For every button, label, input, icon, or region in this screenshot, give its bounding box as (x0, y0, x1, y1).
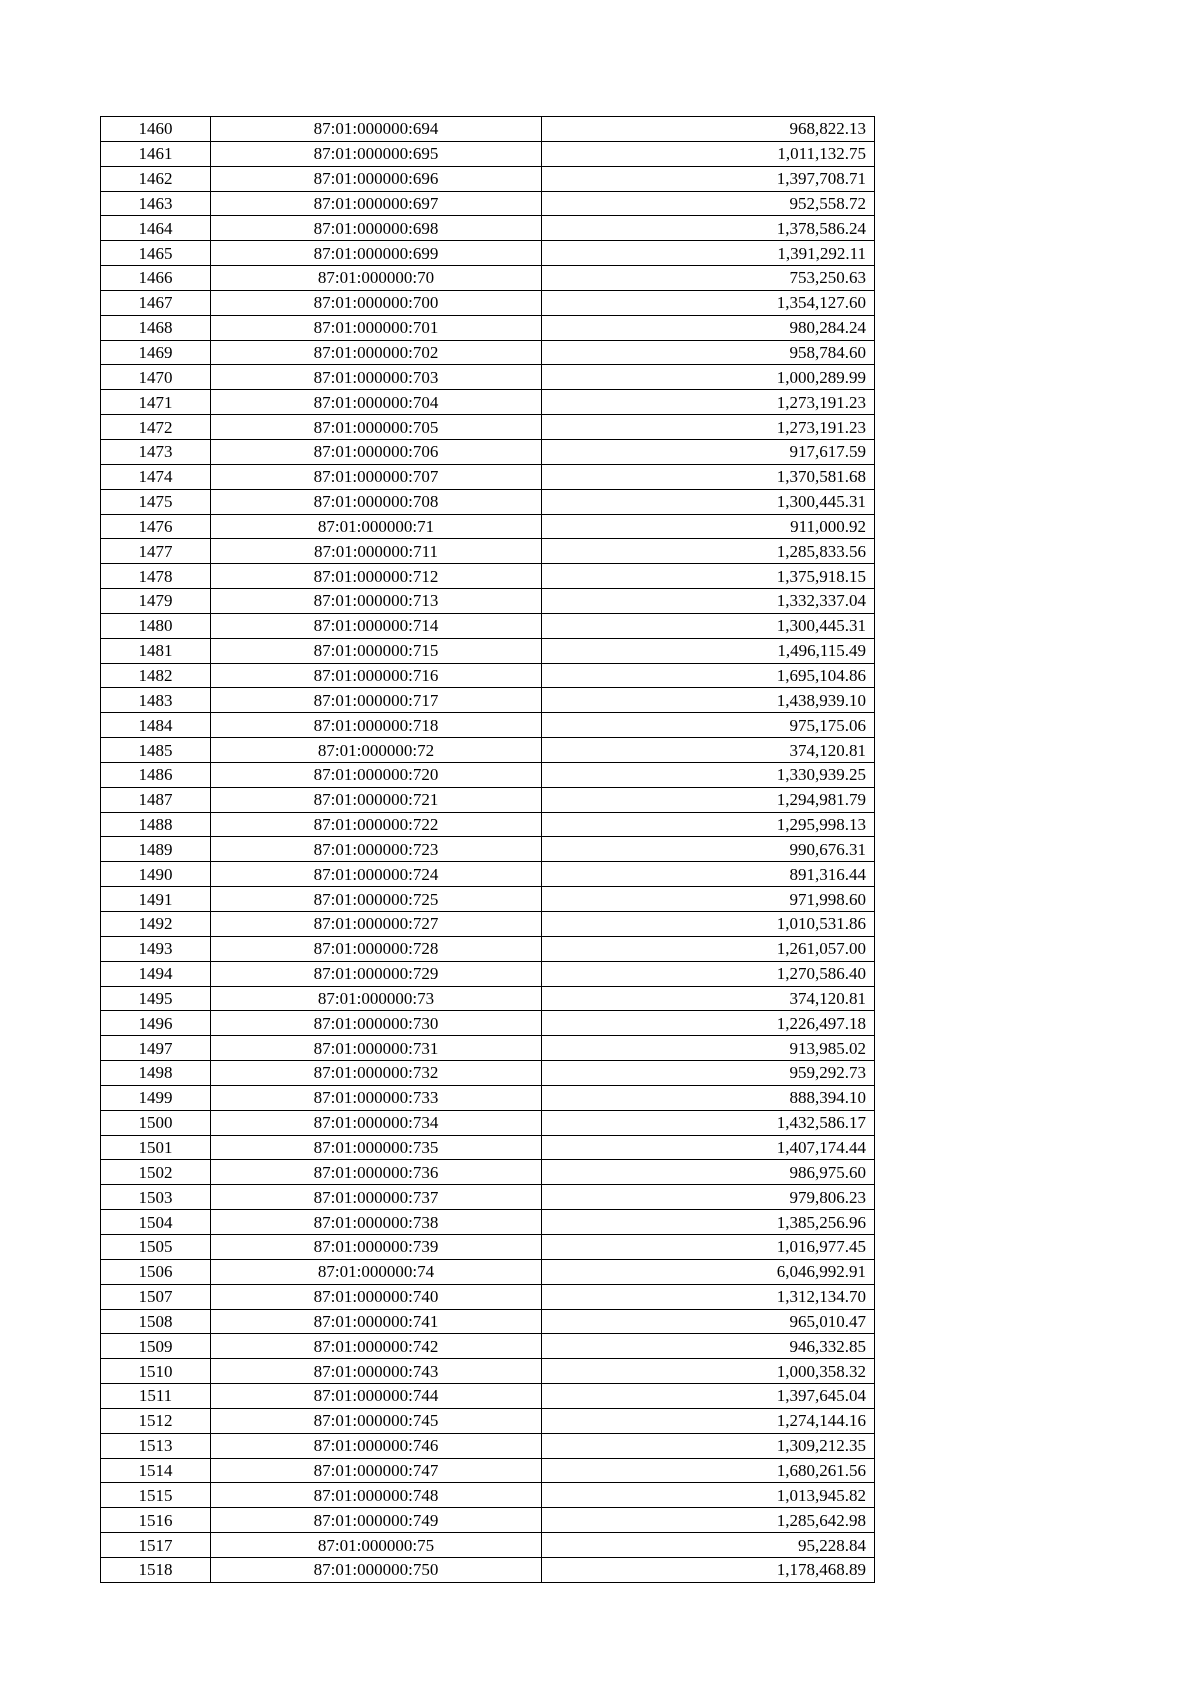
table-row (101, 1259, 875, 1284)
value-cell: 888,394.10 (542, 1085, 875, 1110)
row-number-cell: 1464 (101, 216, 211, 241)
row-number-cell: 1490 (101, 862, 211, 887)
value-cell: 1,432,586.17 (542, 1110, 875, 1135)
value-cell: 1,294,981.79 (542, 787, 875, 812)
cadastral-number-cell: 87:01:000000:735 (211, 1135, 542, 1160)
cadastral-number-cell: 87:01:000000:712 (211, 564, 542, 589)
cadastral-number-cell: 87:01:000000:746 (211, 1433, 542, 1458)
table-row (101, 117, 875, 142)
row-number-cell: 1483 (101, 688, 211, 713)
value-cell: 946,332.85 (542, 1334, 875, 1359)
value-cell: 986,975.60 (542, 1160, 875, 1185)
cadastral-number-cell: 87:01:000000:711 (211, 539, 542, 564)
row-number-cell: 1469 (101, 340, 211, 365)
table-row (101, 663, 875, 688)
row-number-cell: 1481 (101, 638, 211, 663)
row-number-cell: 1500 (101, 1110, 211, 1135)
table-row (101, 738, 875, 763)
cadastral-number-cell: 87:01:000000:738 (211, 1210, 542, 1235)
cadastral-number-cell: 87:01:000000:703 (211, 365, 542, 390)
row-number-cell: 1480 (101, 613, 211, 638)
cadastral-number-cell: 87:01:000000:740 (211, 1284, 542, 1309)
cadastral-number-cell: 87:01:000000:71 (211, 514, 542, 539)
row-number-cell: 1506 (101, 1259, 211, 1284)
value-cell: 1,375,918.15 (542, 564, 875, 589)
table-row (101, 315, 875, 340)
value-cell: 975,175.06 (542, 713, 875, 738)
table-row (101, 762, 875, 787)
row-number-cell: 1492 (101, 912, 211, 937)
cadastral-number-cell: 87:01:000000:717 (211, 688, 542, 713)
table-row (101, 1557, 875, 1582)
cadastral-number-cell: 87:01:000000:696 (211, 166, 542, 191)
table-row (101, 1334, 875, 1359)
row-number-cell: 1513 (101, 1433, 211, 1458)
row-number-cell: 1518 (101, 1557, 211, 1582)
cadastral-number-cell: 87:01:000000:73 (211, 986, 542, 1011)
table-row (101, 1533, 875, 1558)
row-number-cell: 1467 (101, 290, 211, 315)
value-cell: 95,228.84 (542, 1533, 875, 1558)
row-number-cell: 1496 (101, 1011, 211, 1036)
cadastral-number-cell: 87:01:000000:731 (211, 1036, 542, 1061)
row-number-cell: 1461 (101, 141, 211, 166)
table-row (101, 1160, 875, 1185)
row-number-cell: 1462 (101, 166, 211, 191)
value-cell: 911,000.92 (542, 514, 875, 539)
table-row (101, 390, 875, 415)
cadastral-number-cell: 87:01:000000:732 (211, 1061, 542, 1086)
value-cell: 971,998.60 (542, 887, 875, 912)
cadastral-number-cell: 87:01:000000:750 (211, 1557, 542, 1582)
table-row (101, 713, 875, 738)
cadastral-number-cell: 87:01:000000:75 (211, 1533, 542, 1558)
table-row (101, 862, 875, 887)
table-row (101, 1185, 875, 1210)
value-cell: 1,000,289.99 (542, 365, 875, 390)
table-row (101, 1384, 875, 1409)
value-cell: 1,391,292.11 (542, 241, 875, 266)
row-number-cell: 1514 (101, 1458, 211, 1483)
value-cell: 1,178,468.89 (542, 1557, 875, 1582)
row-number-cell: 1509 (101, 1334, 211, 1359)
table-row (101, 837, 875, 862)
row-number-cell: 1493 (101, 936, 211, 961)
cadastral-number-cell: 87:01:000000:748 (211, 1483, 542, 1508)
table-row (101, 589, 875, 614)
table-row (101, 613, 875, 638)
cadastral-number-cell: 87:01:000000:749 (211, 1508, 542, 1533)
value-cell: 1,496,115.49 (542, 638, 875, 663)
row-number-cell: 1504 (101, 1210, 211, 1235)
cadastral-number-cell: 87:01:000000:695 (211, 141, 542, 166)
row-number-cell: 1472 (101, 415, 211, 440)
value-cell: 968,822.13 (542, 117, 875, 142)
table-row (101, 489, 875, 514)
cadastral-number-cell: 87:01:000000:727 (211, 912, 542, 937)
row-number-cell: 1478 (101, 564, 211, 589)
table-row (101, 216, 875, 241)
cadastral-number-cell: 87:01:000000:743 (211, 1359, 542, 1384)
value-cell: 374,120.81 (542, 738, 875, 763)
row-number-cell: 1511 (101, 1384, 211, 1409)
value-cell: 6,046,992.91 (542, 1259, 875, 1284)
table-row (101, 290, 875, 315)
value-cell: 1,273,191.23 (542, 415, 875, 440)
table-row (101, 365, 875, 390)
value-cell: 1,226,497.18 (542, 1011, 875, 1036)
cadastral-number-cell: 87:01:000000:724 (211, 862, 542, 887)
row-number-cell: 1498 (101, 1061, 211, 1086)
cadastral-number-cell: 87:01:000000:697 (211, 191, 542, 216)
table-row (101, 1210, 875, 1235)
value-cell: 959,292.73 (542, 1061, 875, 1086)
row-number-cell: 1517 (101, 1533, 211, 1558)
value-cell: 1,370,581.68 (542, 464, 875, 489)
value-cell: 990,676.31 (542, 837, 875, 862)
value-cell: 1,016,977.45 (542, 1234, 875, 1259)
value-cell: 965,010.47 (542, 1309, 875, 1334)
table-row (101, 1433, 875, 1458)
row-number-cell: 1494 (101, 961, 211, 986)
row-number-cell: 1495 (101, 986, 211, 1011)
cadastral-number-cell: 87:01:000000:742 (211, 1334, 542, 1359)
cadastral-number-cell: 87:01:000000:737 (211, 1185, 542, 1210)
value-cell: 1,385,256.96 (542, 1210, 875, 1235)
value-cell: 1,285,642.98 (542, 1508, 875, 1533)
cadastral-number-cell: 87:01:000000:745 (211, 1408, 542, 1433)
table-row (101, 464, 875, 489)
value-cell: 1,011,132.75 (542, 141, 875, 166)
value-cell: 917,617.59 (542, 439, 875, 464)
table-row (101, 1359, 875, 1384)
table-row (101, 1036, 875, 1061)
value-cell: 1,695,104.86 (542, 663, 875, 688)
value-cell: 1,000,358.32 (542, 1359, 875, 1384)
table-row (101, 191, 875, 216)
table-row (101, 166, 875, 191)
row-number-cell: 1482 (101, 663, 211, 688)
cadastral-number-cell: 87:01:000000:704 (211, 390, 542, 415)
cadastral-number-cell: 87:01:000000:706 (211, 439, 542, 464)
row-number-cell: 1468 (101, 315, 211, 340)
row-number-cell: 1476 (101, 514, 211, 539)
cadastral-number-cell: 87:01:000000:739 (211, 1234, 542, 1259)
table-row (101, 787, 875, 812)
table-row (101, 1284, 875, 1309)
row-number-cell: 1466 (101, 266, 211, 291)
cadastral-number-cell: 87:01:000000:708 (211, 489, 542, 514)
row-number-cell: 1499 (101, 1085, 211, 1110)
row-number-cell: 1505 (101, 1234, 211, 1259)
row-number-cell: 1488 (101, 812, 211, 837)
cadastral-number-cell: 87:01:000000:702 (211, 340, 542, 365)
cadastral-number-cell: 87:01:000000:714 (211, 613, 542, 638)
table-row (101, 1110, 875, 1135)
row-number-cell: 1470 (101, 365, 211, 390)
row-number-cell: 1484 (101, 713, 211, 738)
row-number-cell: 1497 (101, 1036, 211, 1061)
row-number-cell: 1512 (101, 1408, 211, 1433)
value-cell: 952,558.72 (542, 191, 875, 216)
row-number-cell: 1502 (101, 1160, 211, 1185)
table-row (101, 241, 875, 266)
value-cell: 1,354,127.60 (542, 290, 875, 315)
cadastral-number-cell: 87:01:000000:722 (211, 812, 542, 837)
value-cell: 1,261,057.00 (542, 936, 875, 961)
cadastral-number-cell: 87:01:000000:716 (211, 663, 542, 688)
value-cell: 1,274,144.16 (542, 1408, 875, 1433)
table-row (101, 415, 875, 440)
row-number-cell: 1491 (101, 887, 211, 912)
table-row (101, 141, 875, 166)
row-number-cell: 1516 (101, 1508, 211, 1533)
table-row (101, 266, 875, 291)
row-number-cell: 1477 (101, 539, 211, 564)
table-row (101, 1483, 875, 1508)
cadastral-number-cell: 87:01:000000:733 (211, 1085, 542, 1110)
data-table (100, 116, 875, 1583)
table-row (101, 1234, 875, 1259)
value-cell: 1,680,261.56 (542, 1458, 875, 1483)
cadastral-number-cell: 87:01:000000:715 (211, 638, 542, 663)
table-row (101, 1458, 875, 1483)
value-cell: 891,316.44 (542, 862, 875, 887)
table-row (101, 812, 875, 837)
row-number-cell: 1501 (101, 1135, 211, 1160)
value-cell: 1,312,134.70 (542, 1284, 875, 1309)
row-number-cell: 1508 (101, 1309, 211, 1334)
value-cell: 753,250.63 (542, 266, 875, 291)
row-number-cell: 1460 (101, 117, 211, 142)
row-number-cell: 1487 (101, 787, 211, 812)
value-cell: 980,284.24 (542, 315, 875, 340)
value-cell: 1,330,939.25 (542, 762, 875, 787)
table-row (101, 961, 875, 986)
table-body (101, 117, 875, 1583)
table-row (101, 1508, 875, 1533)
cadastral-number-cell: 87:01:000000:700 (211, 290, 542, 315)
table-row (101, 1309, 875, 1334)
table-row (101, 340, 875, 365)
cadastral-number-cell: 87:01:000000:741 (211, 1309, 542, 1334)
table-row (101, 539, 875, 564)
cadastral-number-cell: 87:01:000000:74 (211, 1259, 542, 1284)
cadastral-number-cell: 87:01:000000:730 (211, 1011, 542, 1036)
table-row (101, 887, 875, 912)
table-row (101, 564, 875, 589)
cadastral-number-cell: 87:01:000000:694 (211, 117, 542, 142)
cadastral-number-cell: 87:01:000000:698 (211, 216, 542, 241)
row-number-cell: 1473 (101, 439, 211, 464)
cadastral-number-cell: 87:01:000000:720 (211, 762, 542, 787)
table-row (101, 912, 875, 937)
value-cell: 913,985.02 (542, 1036, 875, 1061)
table-row (101, 936, 875, 961)
cadastral-number-cell: 87:01:000000:744 (211, 1384, 542, 1409)
row-number-cell: 1475 (101, 489, 211, 514)
cadastral-number-cell: 87:01:000000:713 (211, 589, 542, 614)
value-cell: 1,309,212.35 (542, 1433, 875, 1458)
cadastral-number-cell: 87:01:000000:721 (211, 787, 542, 812)
row-number-cell: 1479 (101, 589, 211, 614)
value-cell: 1,010,531.86 (542, 912, 875, 937)
value-cell: 1,300,445.31 (542, 613, 875, 638)
cadastral-number-cell: 87:01:000000:701 (211, 315, 542, 340)
value-cell: 1,438,939.10 (542, 688, 875, 713)
table-row (101, 1135, 875, 1160)
row-number-cell: 1465 (101, 241, 211, 266)
value-cell: 979,806.23 (542, 1185, 875, 1210)
table-row (101, 1061, 875, 1086)
value-cell: 1,300,445.31 (542, 489, 875, 514)
cadastral-number-cell: 87:01:000000:736 (211, 1160, 542, 1185)
table-row (101, 1011, 875, 1036)
row-number-cell: 1486 (101, 762, 211, 787)
cadastral-number-cell: 87:01:000000:705 (211, 415, 542, 440)
value-cell: 374,120.81 (542, 986, 875, 1011)
value-cell: 1,407,174.44 (542, 1135, 875, 1160)
row-number-cell: 1474 (101, 464, 211, 489)
cadastral-number-cell: 87:01:000000:725 (211, 887, 542, 912)
row-number-cell: 1485 (101, 738, 211, 763)
cadastral-number-cell: 87:01:000000:723 (211, 837, 542, 862)
cadastral-number-cell: 87:01:000000:70 (211, 266, 542, 291)
cadastral-number-cell: 87:01:000000:734 (211, 1110, 542, 1135)
value-cell: 958,784.60 (542, 340, 875, 365)
value-cell: 1,270,586.40 (542, 961, 875, 986)
table-row (101, 439, 875, 464)
row-number-cell: 1503 (101, 1185, 211, 1210)
value-cell: 1,273,191.23 (542, 390, 875, 415)
value-cell: 1,285,833.56 (542, 539, 875, 564)
table-row (101, 986, 875, 1011)
cadastral-number-cell: 87:01:000000:72 (211, 738, 542, 763)
table-row (101, 688, 875, 713)
cadastral-number-cell: 87:01:000000:747 (211, 1458, 542, 1483)
cadastral-number-cell: 87:01:000000:729 (211, 961, 542, 986)
row-number-cell: 1510 (101, 1359, 211, 1384)
row-number-cell: 1507 (101, 1284, 211, 1309)
row-number-cell: 1489 (101, 837, 211, 862)
cadastral-number-cell: 87:01:000000:699 (211, 241, 542, 266)
value-cell: 1,397,645.04 (542, 1384, 875, 1409)
value-cell: 1,378,586.24 (542, 216, 875, 241)
value-cell: 1,013,945.82 (542, 1483, 875, 1508)
cadastral-number-cell: 87:01:000000:718 (211, 713, 542, 738)
value-cell: 1,332,337.04 (542, 589, 875, 614)
table-row (101, 1085, 875, 1110)
cadastral-number-cell: 87:01:000000:728 (211, 936, 542, 961)
table-row (101, 514, 875, 539)
row-number-cell: 1471 (101, 390, 211, 415)
value-cell: 1,397,708.71 (542, 166, 875, 191)
table-row (101, 1408, 875, 1433)
table-row (101, 638, 875, 663)
value-cell: 1,295,998.13 (542, 812, 875, 837)
cadastral-number-cell: 87:01:000000:707 (211, 464, 542, 489)
row-number-cell: 1463 (101, 191, 211, 216)
row-number-cell: 1515 (101, 1483, 211, 1508)
